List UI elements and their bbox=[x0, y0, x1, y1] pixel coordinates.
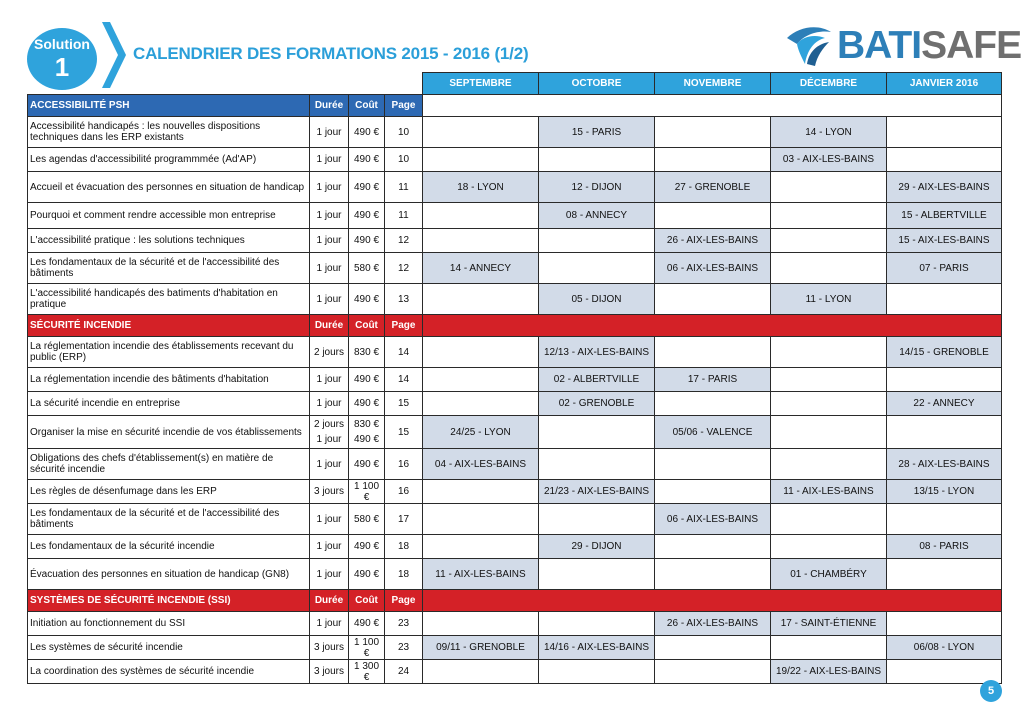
course-cost: 490 € bbox=[349, 392, 385, 416]
session-cell bbox=[423, 480, 539, 504]
session-cell bbox=[771, 416, 887, 449]
logo-wordmark-bati: BATI bbox=[837, 24, 922, 67]
session-cell: 13/15 - LYON bbox=[887, 480, 1002, 504]
session-cell bbox=[771, 636, 887, 660]
badge-number: 1 bbox=[54, 52, 70, 82]
session-cell bbox=[423, 368, 539, 392]
session-cell bbox=[655, 559, 771, 590]
session-cell: 14/16 - AIX-LES-BAINS bbox=[539, 636, 655, 660]
header-spacer bbox=[349, 73, 385, 95]
session-cell: 08 - ANNECY bbox=[539, 203, 655, 229]
course-cost: 1 100 € bbox=[349, 636, 385, 660]
session-cell bbox=[539, 148, 655, 172]
month-header: NOVEMBRE bbox=[655, 73, 771, 95]
course-page: 24 bbox=[385, 660, 423, 684]
session-cell bbox=[887, 504, 1002, 535]
page-title-suffix: (1/2) bbox=[494, 44, 529, 63]
course-name: La réglementation incendie des établissements recevant du public (ERP) bbox=[28, 337, 310, 368]
session-cell bbox=[655, 535, 771, 559]
session-cell bbox=[539, 416, 655, 449]
session-cell: 08 - PARIS bbox=[887, 535, 1002, 559]
course-page: 18 bbox=[385, 535, 423, 559]
course-cost: 1 100 € bbox=[349, 480, 385, 504]
session-cell: 21/23 - AIX-LES-BAINS bbox=[539, 480, 655, 504]
table-row bbox=[28, 480, 1002, 504]
course-name: La réglementation incendie des bâtiments d'habitation bbox=[28, 368, 310, 392]
session-cell bbox=[539, 612, 655, 636]
course-duration: 1 jour bbox=[310, 612, 349, 636]
course-duration: 1 jour bbox=[310, 229, 349, 253]
session-cell: 02 - ALBERTVILLE bbox=[539, 368, 655, 392]
course-name: Les fondamentaux de la sécurité incendie bbox=[28, 535, 310, 559]
table-row bbox=[28, 559, 1002, 590]
session-cell bbox=[887, 559, 1002, 590]
section-header-row bbox=[28, 315, 1002, 337]
session-cell: 03 - AIX-LES-BAINS bbox=[771, 148, 887, 172]
session-cell: 12 - DIJON bbox=[539, 172, 655, 203]
course-page: 15 bbox=[385, 416, 423, 449]
session-cell bbox=[423, 612, 539, 636]
course-page: 15 bbox=[385, 392, 423, 416]
session-cell bbox=[423, 117, 539, 148]
session-cell bbox=[771, 449, 887, 480]
session-cell: 06/08 - LYON bbox=[887, 636, 1002, 660]
session-cell bbox=[539, 504, 655, 535]
course-name: Les règles de désenfumage dans les ERP bbox=[28, 480, 310, 504]
table-row bbox=[28, 535, 1002, 559]
session-cell: 06 - AIX-LES-BAINS bbox=[655, 504, 771, 535]
session-cell bbox=[771, 253, 887, 284]
session-cell: 19/22 - AIX-LES-BAINS bbox=[771, 660, 887, 684]
course-page: 10 bbox=[385, 117, 423, 148]
session-cell: 05 - DIJON bbox=[539, 284, 655, 315]
table-row bbox=[28, 636, 1002, 660]
course-duration: 1 jour bbox=[310, 535, 349, 559]
session-cell bbox=[539, 253, 655, 284]
course-page: 23 bbox=[385, 612, 423, 636]
session-cell bbox=[887, 284, 1002, 315]
session-cell bbox=[887, 660, 1002, 684]
course-page: 10 bbox=[385, 148, 423, 172]
course-page: 13 bbox=[385, 284, 423, 315]
table-row bbox=[28, 117, 1002, 148]
course-name: Initiation au fonctionnement du SSI bbox=[28, 612, 310, 636]
course-name: Les systèmes de sécurité incendie bbox=[28, 636, 310, 660]
header-spacer bbox=[310, 73, 349, 95]
month-header-row bbox=[28, 73, 1002, 95]
month-header: OCTOBRE bbox=[539, 73, 655, 95]
session-cell: 05/06 - VALENCE bbox=[655, 416, 771, 449]
batisafe-logo bbox=[785, 24, 1022, 68]
logo-wing-icon bbox=[785, 24, 833, 68]
course-page: 14 bbox=[385, 368, 423, 392]
session-cell: 29 - DIJON bbox=[539, 535, 655, 559]
session-cell bbox=[771, 203, 887, 229]
session-cell: 15 - AIX-LES-BAINS bbox=[887, 229, 1002, 253]
session-cell: 15 - PARIS bbox=[539, 117, 655, 148]
session-cell bbox=[771, 229, 887, 253]
column-header-duree: Durée bbox=[310, 590, 349, 612]
page-number: 5 bbox=[980, 680, 1002, 702]
table-row bbox=[28, 229, 1002, 253]
session-cell bbox=[423, 392, 539, 416]
course-duration: 3 jours bbox=[310, 636, 349, 660]
session-cell: 26 - AIX-LES-BAINS bbox=[655, 229, 771, 253]
course-page: 17 bbox=[385, 504, 423, 535]
table-row bbox=[28, 172, 1002, 203]
course-name: L'accessibilité handicapés des batiments d'habitation en pratique bbox=[28, 284, 310, 315]
course-name: Les fondamentaux de la sécurité et de l'accessibilité des bâtiments bbox=[28, 253, 310, 284]
course-name: Les agendas d'accessibilité programmmée (Ad'AP) bbox=[28, 148, 310, 172]
column-header-duree: Durée bbox=[310, 315, 349, 337]
session-cell bbox=[655, 117, 771, 148]
course-cost: 490 € bbox=[349, 368, 385, 392]
course-cost: 490 € bbox=[349, 229, 385, 253]
course-page: 16 bbox=[385, 480, 423, 504]
course-duration bbox=[310, 416, 349, 449]
session-cell: 27 - GRENOBLE bbox=[655, 172, 771, 203]
session-cell bbox=[887, 416, 1002, 449]
session-cell: 11 - AIX-LES-BAINS bbox=[771, 480, 887, 504]
course-name: La sécurité incendie en entreprise bbox=[28, 392, 310, 416]
session-cell: 28 - AIX-LES-BAINS bbox=[887, 449, 1002, 480]
session-cell: 02 - GRENOBLE bbox=[539, 392, 655, 416]
cost-line: 490 € bbox=[353, 434, 380, 445]
course-duration: 1 jour bbox=[310, 172, 349, 203]
session-cell: 06 - AIX-LES-BAINS bbox=[655, 253, 771, 284]
course-page: 16 bbox=[385, 449, 423, 480]
session-cell: 26 - AIX-LES-BAINS bbox=[655, 612, 771, 636]
session-cell bbox=[423, 203, 539, 229]
session-cell: 17 - SAINT-ÉTIENNE bbox=[771, 612, 887, 636]
cost-line: 830 € bbox=[353, 419, 380, 430]
course-name: La coordination des systèmes de sécurité incendie bbox=[28, 660, 310, 684]
table-row bbox=[28, 253, 1002, 284]
session-cell: 14 - ANNECY bbox=[423, 253, 539, 284]
course-duration: 1 jour bbox=[310, 368, 349, 392]
session-cell: 11 - LYON bbox=[771, 284, 887, 315]
table-row bbox=[28, 416, 1002, 449]
table-row bbox=[28, 284, 1002, 315]
session-cell bbox=[655, 284, 771, 315]
course-page: 14 bbox=[385, 337, 423, 368]
section-fill bbox=[423, 590, 1002, 612]
month-header: SEPTEMBRE bbox=[423, 73, 539, 95]
section-title: SÉCURITÉ INCENDIE bbox=[28, 315, 310, 337]
session-cell bbox=[887, 117, 1002, 148]
course-duration: 1 jour bbox=[310, 253, 349, 284]
logo-wordmark bbox=[837, 24, 1021, 68]
course-name: Accueil et évacuation des personnes en situation de handicap bbox=[28, 172, 310, 203]
column-header-cout: Coût bbox=[349, 315, 385, 337]
session-cell: 04 - AIX-LES-BAINS bbox=[423, 449, 539, 480]
table-row bbox=[28, 392, 1002, 416]
session-cell bbox=[423, 337, 539, 368]
column-header-cout: Coût bbox=[349, 95, 385, 117]
course-name: Accessibilité handicapés : les nouvelles dispositions techniques dans les ERP existants bbox=[28, 117, 310, 148]
section-fill bbox=[423, 315, 1002, 337]
course-duration: 3 jours bbox=[310, 660, 349, 684]
session-cell bbox=[423, 535, 539, 559]
course-duration: 1 jour bbox=[310, 449, 349, 480]
session-cell bbox=[655, 449, 771, 480]
table-row bbox=[28, 368, 1002, 392]
course-duration: 1 jour bbox=[310, 203, 349, 229]
column-header-page: Page bbox=[385, 95, 423, 117]
course-cost: 830 € bbox=[349, 337, 385, 368]
header-spacer bbox=[385, 73, 423, 95]
section-title: ACCESSIBILITÉ PSH bbox=[28, 95, 310, 117]
course-name: Les fondamentaux de la sécurité et de l'accessibilité des bâtiments bbox=[28, 504, 310, 535]
table-row bbox=[28, 449, 1002, 480]
course-name: Organiser la mise en sécurité incendie de vos établissements bbox=[28, 416, 310, 449]
month-header: DÉCEMBRE bbox=[771, 73, 887, 95]
course-duration: 1 jour bbox=[310, 284, 349, 315]
session-cell bbox=[539, 229, 655, 253]
course-duration: 1 jour bbox=[310, 504, 349, 535]
session-cell: 22 - ANNECY bbox=[887, 392, 1002, 416]
course-duration: 1 jour bbox=[310, 392, 349, 416]
table-row bbox=[28, 148, 1002, 172]
course-cost: 490 € bbox=[349, 284, 385, 315]
page-title bbox=[133, 44, 528, 64]
session-cell bbox=[655, 636, 771, 660]
section-title: SYSTÈMES DE SÉCURITÉ INCENDIE (SSI) bbox=[28, 590, 310, 612]
session-cell bbox=[423, 284, 539, 315]
session-cell bbox=[887, 368, 1002, 392]
course-duration: 1 jour bbox=[310, 117, 349, 148]
header-spacer bbox=[28, 73, 310, 95]
session-cell bbox=[887, 148, 1002, 172]
course-cost: 490 € bbox=[349, 612, 385, 636]
table-row bbox=[28, 612, 1002, 636]
course-duration: 2 jours bbox=[310, 337, 349, 368]
course-page: 11 bbox=[385, 203, 423, 229]
course-cost bbox=[349, 416, 385, 449]
session-cell bbox=[539, 660, 655, 684]
session-cell: 14 - LYON bbox=[771, 117, 887, 148]
course-cost: 490 € bbox=[349, 535, 385, 559]
course-duration: 1 jour bbox=[310, 148, 349, 172]
session-cell bbox=[423, 229, 539, 253]
course-cost: 490 € bbox=[349, 117, 385, 148]
table-row bbox=[28, 337, 1002, 368]
session-cell: 01 - CHAMBÉRY bbox=[771, 559, 887, 590]
section-header-row bbox=[28, 95, 1002, 117]
course-page: 23 bbox=[385, 636, 423, 660]
course-name: Évacuation des personnes en situation de handicap (GN8) bbox=[28, 559, 310, 590]
session-cell: 11 - AIX-LES-BAINS bbox=[423, 559, 539, 590]
course-cost: 490 € bbox=[349, 203, 385, 229]
course-cost: 490 € bbox=[349, 559, 385, 590]
course-page: 12 bbox=[385, 229, 423, 253]
session-cell bbox=[423, 148, 539, 172]
session-cell bbox=[655, 203, 771, 229]
session-cell bbox=[655, 480, 771, 504]
session-cell: 18 - LYON bbox=[423, 172, 539, 203]
session-cell bbox=[771, 368, 887, 392]
session-cell bbox=[771, 337, 887, 368]
session-cell: 24/25 - LYON bbox=[423, 416, 539, 449]
course-page: 12 bbox=[385, 253, 423, 284]
session-cell: 12/13 - AIX-LES-BAINS bbox=[539, 337, 655, 368]
course-duration: 3 jours bbox=[310, 480, 349, 504]
column-header-cout: Coût bbox=[349, 590, 385, 612]
training-calendar-table bbox=[27, 72, 1002, 684]
session-cell: 14/15 - GRENOBLE bbox=[887, 337, 1002, 368]
session-cell bbox=[539, 449, 655, 480]
course-cost: 490 € bbox=[349, 449, 385, 480]
session-cell bbox=[771, 535, 887, 559]
duration-line: 1 jour bbox=[316, 434, 342, 445]
badge-label: Solution bbox=[34, 36, 90, 52]
course-cost: 580 € bbox=[349, 253, 385, 284]
column-header-duree: Durée bbox=[310, 95, 349, 117]
section-fill bbox=[423, 95, 1002, 117]
session-cell bbox=[887, 612, 1002, 636]
duration-line: 2 jours bbox=[313, 419, 344, 430]
course-cost: 490 € bbox=[349, 148, 385, 172]
course-cost: 490 € bbox=[349, 172, 385, 203]
session-cell bbox=[655, 148, 771, 172]
session-cell: 29 - AIX-LES-BAINS bbox=[887, 172, 1002, 203]
course-duration: 1 jour bbox=[310, 559, 349, 590]
table-row bbox=[28, 203, 1002, 229]
session-cell bbox=[655, 337, 771, 368]
session-cell bbox=[655, 392, 771, 416]
table-row bbox=[28, 660, 1002, 684]
session-cell bbox=[771, 504, 887, 535]
course-cost: 580 € bbox=[349, 504, 385, 535]
session-cell bbox=[423, 660, 539, 684]
session-cell bbox=[771, 172, 887, 203]
session-cell bbox=[771, 392, 887, 416]
session-cell bbox=[655, 660, 771, 684]
course-page: 18 bbox=[385, 559, 423, 590]
session-cell: 09/11 - GRENOBLE bbox=[423, 636, 539, 660]
course-name: Obligations des chefs d'établissement(s) en matière de sécurité incendie bbox=[28, 449, 310, 480]
page-title-text: CALENDRIER DES FORMATIONS 2015 - 2016 bbox=[133, 44, 490, 63]
session-cell bbox=[423, 504, 539, 535]
course-page: 11 bbox=[385, 172, 423, 203]
course-name: Pourquoi et comment rendre accessible mon entreprise bbox=[28, 203, 310, 229]
session-cell bbox=[539, 559, 655, 590]
session-cell: 07 - PARIS bbox=[887, 253, 1002, 284]
column-header-page: Page bbox=[385, 590, 423, 612]
month-header: JANVIER 2016 bbox=[887, 73, 1002, 95]
table-row bbox=[28, 504, 1002, 535]
course-cost: 1 300 € bbox=[349, 660, 385, 684]
session-cell: 17 - PARIS bbox=[655, 368, 771, 392]
logo-wordmark-safe: SAFE bbox=[921, 24, 1022, 67]
course-name: L'accessibilité pratique : les solutions techniques bbox=[28, 229, 310, 253]
section-header-row bbox=[28, 590, 1002, 612]
column-header-page: Page bbox=[385, 315, 423, 337]
session-cell: 15 - ALBERTVILLE bbox=[887, 203, 1002, 229]
